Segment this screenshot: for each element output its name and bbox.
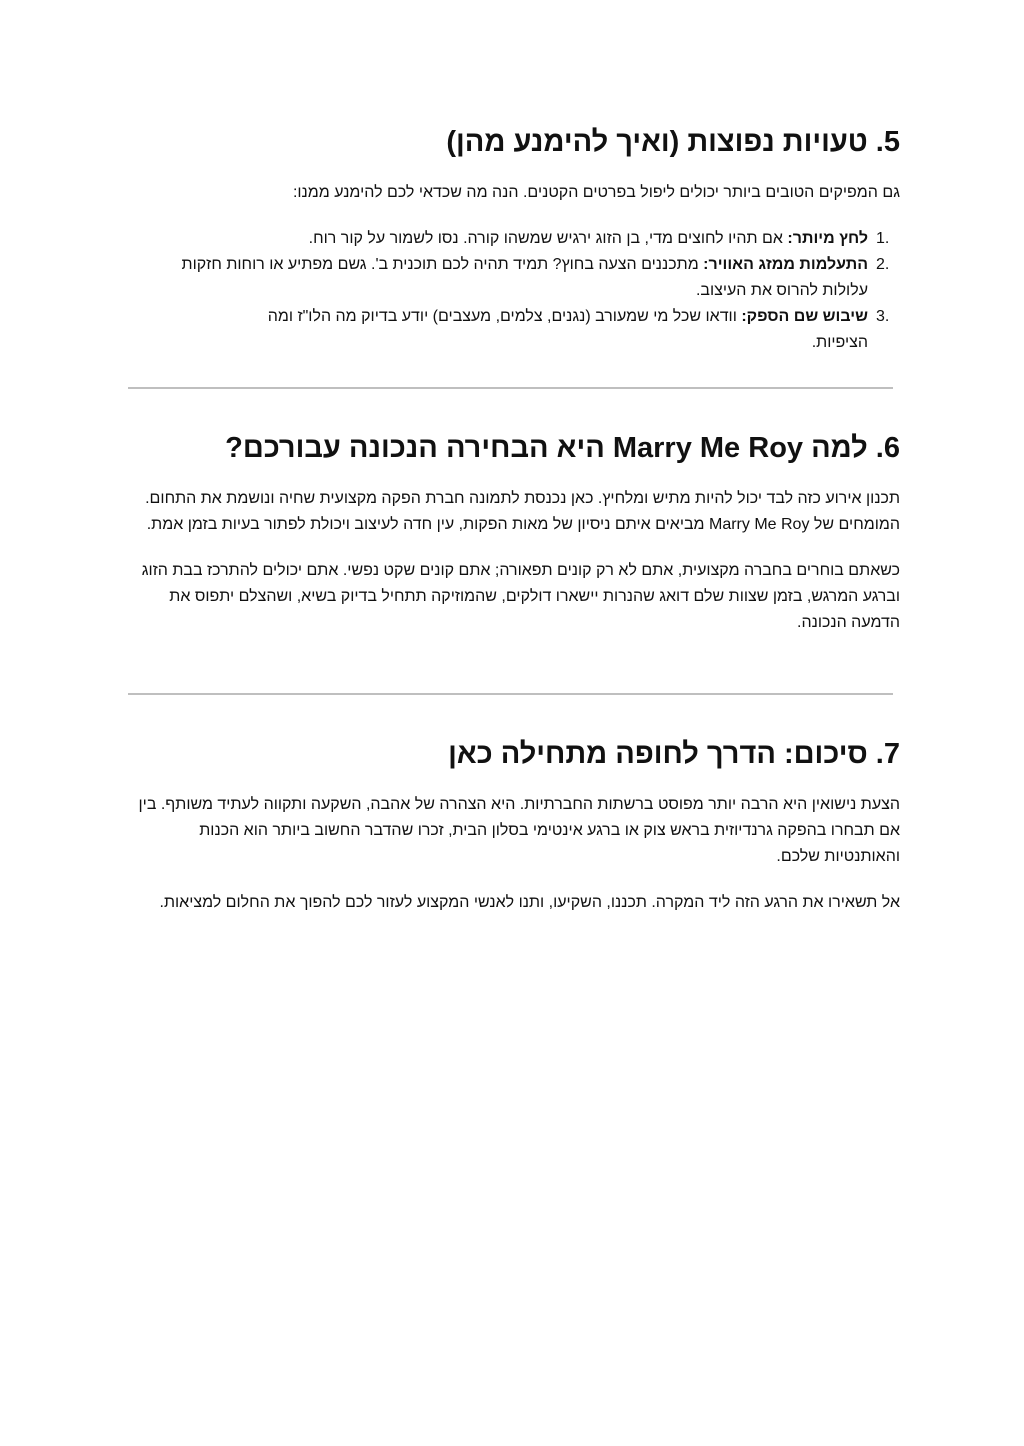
list-item-number: 1. [876, 230, 890, 247]
section-why-marry-me-roy [128, 430, 900, 636]
list-item-text: אם תהיו לחוצים מדי, בן הזוג ירגיש שמשהו קורה. נסו לשמור על קור רוח. [308, 230, 788, 247]
section-divider [128, 693, 893, 695]
mistakes-list [128, 226, 900, 356]
paragraph: אל תשאירו את הרגע הזה ליד המקרה. תכננו, השקיעו, ותנו לאנשי המקצוע לעזור לכם להפוך את החלום למציאות. [159, 894, 900, 911]
list-item-number: 3. [876, 308, 890, 325]
paragraph: כשאתם בוחרים בחברה מקצועית, אתם לא רק קונים תפאורה; אתם קונים שקט נפשי. אתם יכולים להתרכז בבת הזוג וברגע המרגש, בזמן שצוות שלם דואג שהנרות יישארו דולקים, שהמוזיקה תתחיל בדיוק בשיא, ושהצלם יתפוס את הדמעה הנכונה. [141, 562, 900, 631]
section-intro: גם המפיקים הטובים ביותר יכולים ליפול בפרטים הקטנים. הנה מה שכדאי לכם להימנע ממנו: [292, 184, 900, 201]
list-item-text: מתכננים הצעה בחוץ? תמיד תהיה לכם תוכנית ב'. גשם מפתיע או רוחות חזקות עלולות להרוס את העיצוב. [181, 256, 868, 299]
list-item-number: 2. [876, 256, 890, 273]
section-heading: 7. סיכום: הדרך לחופה מתחילה כאן [448, 738, 900, 770]
section-heading: 6. למה Marry Me Roy היא הבחירה הנכונה עבורכם? [225, 432, 900, 464]
paragraph: הצעת נישואין היא הרבה יותר מפוסט ברשתות החברתיות. היא הצהרה של אהבה, השקעה ותקווה לעתיד משותף. בין אם תבחרו בהפקה גרנדיוזית בראש צוק או ברגע אינטימי בסלון הבית, זכרו שהדבר החשוב ביותר הוא הכנות והאותנטיות שלכם. [138, 796, 900, 865]
list-item [128, 226, 890, 252]
list-item [138, 252, 890, 304]
list-item-label: לחץ מיותר: [787, 230, 868, 247]
section-heading: 5. טעויות נפוצות (ואיך להימנע מהן) [446, 126, 900, 158]
section-summary [128, 736, 900, 916]
list-item [208, 304, 890, 356]
list-item-label: שיבוש שם הספק: [741, 308, 868, 325]
list-item-label: התעלמות ממזג האוויר: [703, 256, 868, 273]
section-common-mistakes [128, 124, 900, 356]
section-divider [128, 387, 893, 389]
list-item-text: וודאו שכל מי שמעורב (נגנים, צלמים, מעצבים) יודע בדיוק מה הלו"ז ומה הציפיות. [267, 308, 868, 351]
paragraph: תכנון אירוע כזה לבד יכול להיות מתיש ומלחיץ. כאן נכנסת לתמונה חברת הפקה מקצועית שחיה ונושמת את התחום. המומחים של Marry Me Roy מביאים איתם ניסיון של מאות הפקות, עין חדה לעיצוב ויכולת לפתור בעיות בזמן אמת. [145, 490, 900, 533]
